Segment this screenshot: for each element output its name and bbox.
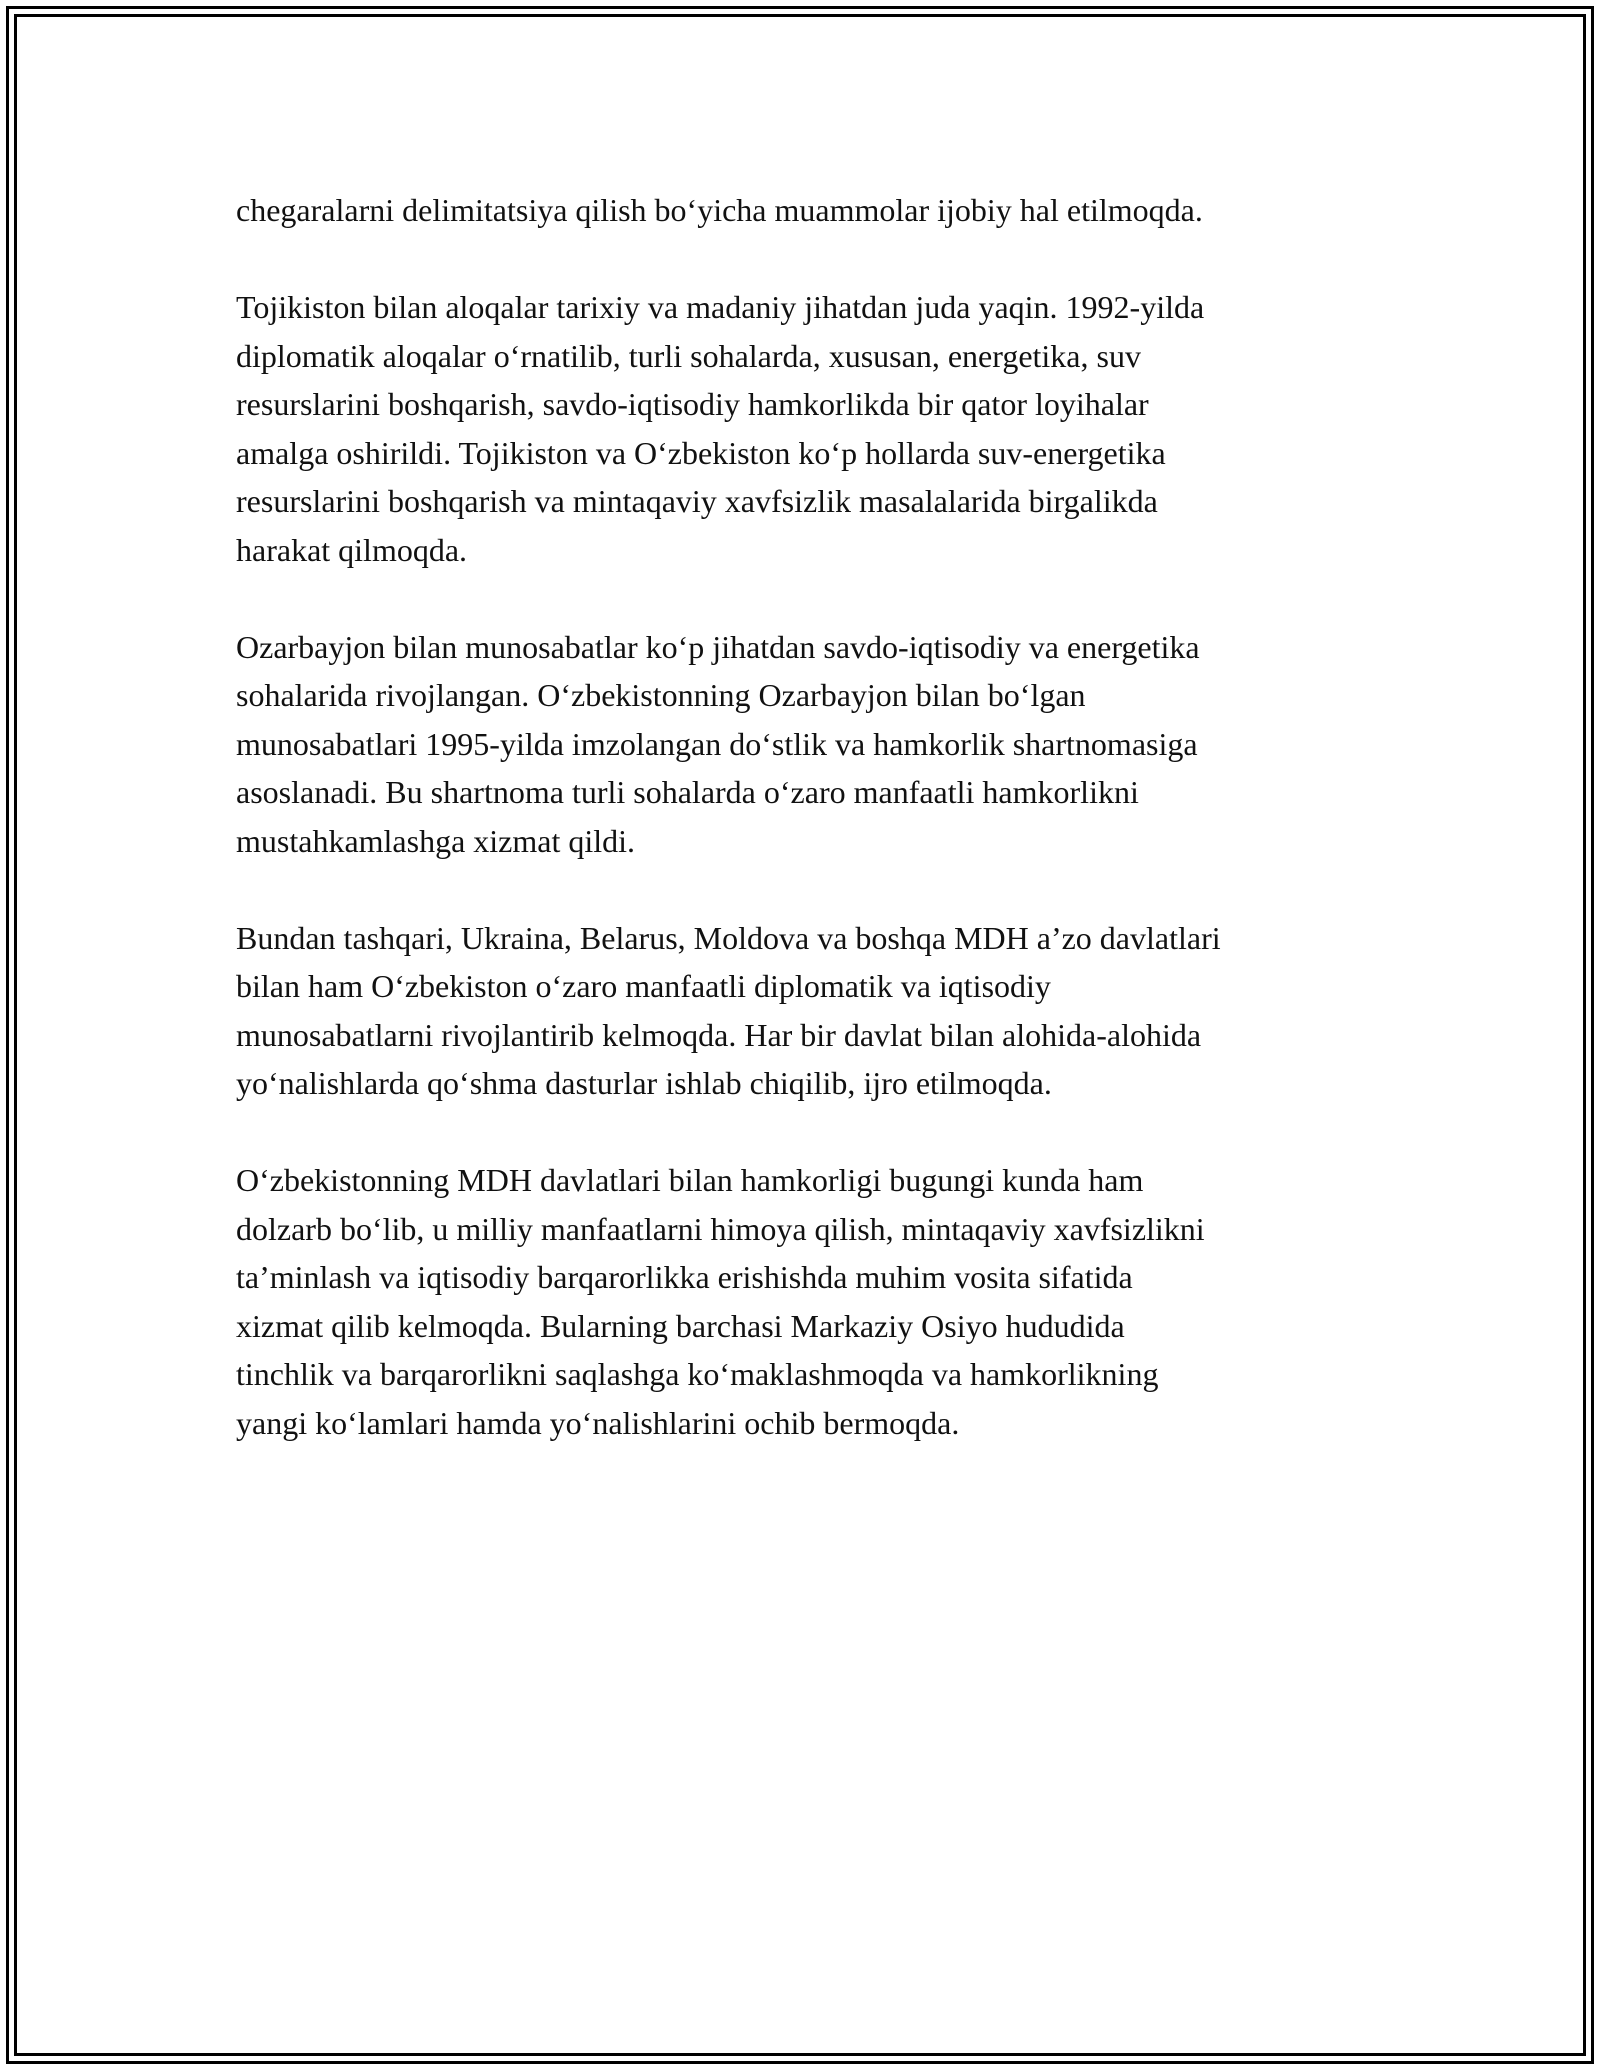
paragraph-3: Ozarbayjon bilan munosabatlar ko‘p jihatdan savdo-iqtisodiy va energetika sohalarida rivojlangan. O‘zbekistonning Ozarbayjon bilan bo‘lgan munosabatlari 1995-yilda imzolangan do‘stlik va hamkorlik shartnomasiga asoslanadi. Bu shartnoma turli sohalarda o‘zaro manfaatli hamkorlikni mustahkamlashga xizmat qildi.: [236, 628, 1200, 859]
paragraph-1: chegaralarni delimitatsiya qilish bo‘yicha muammolar ijobiy hal etilmoqda.: [236, 192, 1203, 228]
paragraph-2: Tojikiston bilan aloqalar tarixiy va madaniy jihatdan juda yaqin. 1992-yilda diplomatik aloqalar o‘rnatilib, turli sohalarda, xususan, energetika, suv resurslarini boshqarish, savdo-iqtisodiy hamkorlikda bir qator loyihalar amalga oshirildi. Tojikiston va O‘zbekiston ko‘p hollarda suv-energetika resurslarini boshqarish va mintaqaviy xavfsizlik masalalarida birgalikda harakat qilmoqda.: [236, 289, 1205, 568]
paragraph-4: Bundan tashqari, Ukraina, Belarus, Moldova va boshqa MDH a’zo davlatlari bilan ham O‘zbekiston o‘zaro manfaatli diplomatik va iqtisodiy munosabatlarni rivojlantirib kelmoqda. Har bir davlat bilan alohida-alohida yo‘nalishlarda qo‘shma dasturlar ishlab chiqilib, ijro etilmoqda.: [236, 919, 1221, 1101]
document-body: [236, 186, 1396, 1496]
paragraph-5: O‘zbekistonning MDH davlatlari bilan hamkorligi bugungi kunda ham dolzarb bo‘lib, u milliy manfaatlarni himoya qilish, mintaqaviy xavfsizlikni ta’minlash va iqtisodiy barqarorlikka erishishda muhim vosita sifatida xizmat qilib kelmoqda. Bularning barchasi Markaziy Osiyo hududida tinchlik va barqarorlikni saqlashga ko‘maklashmoqda va hamkorlikning yangi ko‘lamlari hamda yo‘nalishlarini ochib bermoqda.: [236, 1162, 1205, 1441]
